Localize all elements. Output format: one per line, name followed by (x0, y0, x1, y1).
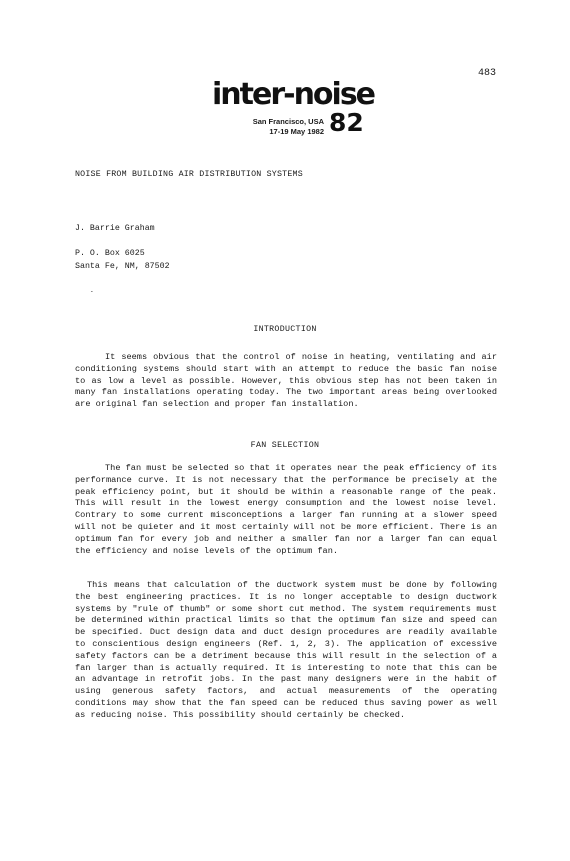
fan-selection-paragraph-1 (75, 463, 497, 557)
introduction-paragraph (75, 352, 497, 411)
paper-title: NOISE FROM BUILDING AIR DISTRIBUTION SYSTEMS (75, 170, 303, 179)
fan-selection-text-2: This means that calculation of the ductwork system must be done by following the best engineering practices. It is no longer acceptable to design ductwork systems by "rule of thumb" or some short cut method. The system requirements must be determined within practical limits so that the optimum fan size and speed can be specified. Duct design data and duct design procedures are readily available to conscientious design engineers (Ref. 1, 2, 3). The application of excessive safety factors can be a detriment because this will result in the selection of a fan larger than is actually required. It is interesting to note that this can be an advantage in retrofit jobs. In the past many designers were in the habit of using generous safety factors, and actual measurements of the operating conditions may show that the fan speed can be reduced thus saving power as well as reducing noise. This possibility should certainly be checked. (75, 580, 497, 720)
author-name: J. Barrie Graham (75, 224, 155, 233)
introduction-heading: INTRODUCTION (253, 325, 317, 334)
introduction-text: It seems obvious that the control of noise in heating, ventilating and air conditioning systems should start with an attempt to reduce the basic fan noise to as low a level as possible. However, this obvious step has not been taken in many fan installations operating today. The two important areas being overlooked are original fan selection and proper fan installation. (75, 352, 497, 410)
page-number: 483 (478, 68, 497, 79)
conference-dates: 17-19 May 1982 (269, 127, 324, 136)
conference-logo: inter-noise (212, 77, 375, 112)
author-address-line1: P. O. Box 6025 (75, 249, 145, 258)
author-address-line2: Santa Fe, NM, 87502 (75, 262, 170, 271)
fan-selection-paragraph-2 (75, 580, 497, 722)
fan-selection-text-1: The fan must be selected so that it operates near the peak efficiency of its performance curve. It is not necessary that the performance be precisely at the peak efficiency point, but it should be within a reasonable range of the peak. This will result in the lowest energy consumption and the lowest noise level. Contrary to some current misconceptions a larger fan running at a slower speed will not be quieter and it most certainly will not be more efficient. There is an optimum fan for every job and neither a smaller fan nor a larger fan can equal the efficiency and noise levels of the optimum fan. (75, 463, 497, 556)
fan-selection-heading: FAN SELECTION (250, 441, 320, 450)
conference-year: 82 (329, 108, 364, 137)
stray-mark: - (90, 288, 94, 295)
conference-location: San Francisco, USA (252, 117, 324, 126)
